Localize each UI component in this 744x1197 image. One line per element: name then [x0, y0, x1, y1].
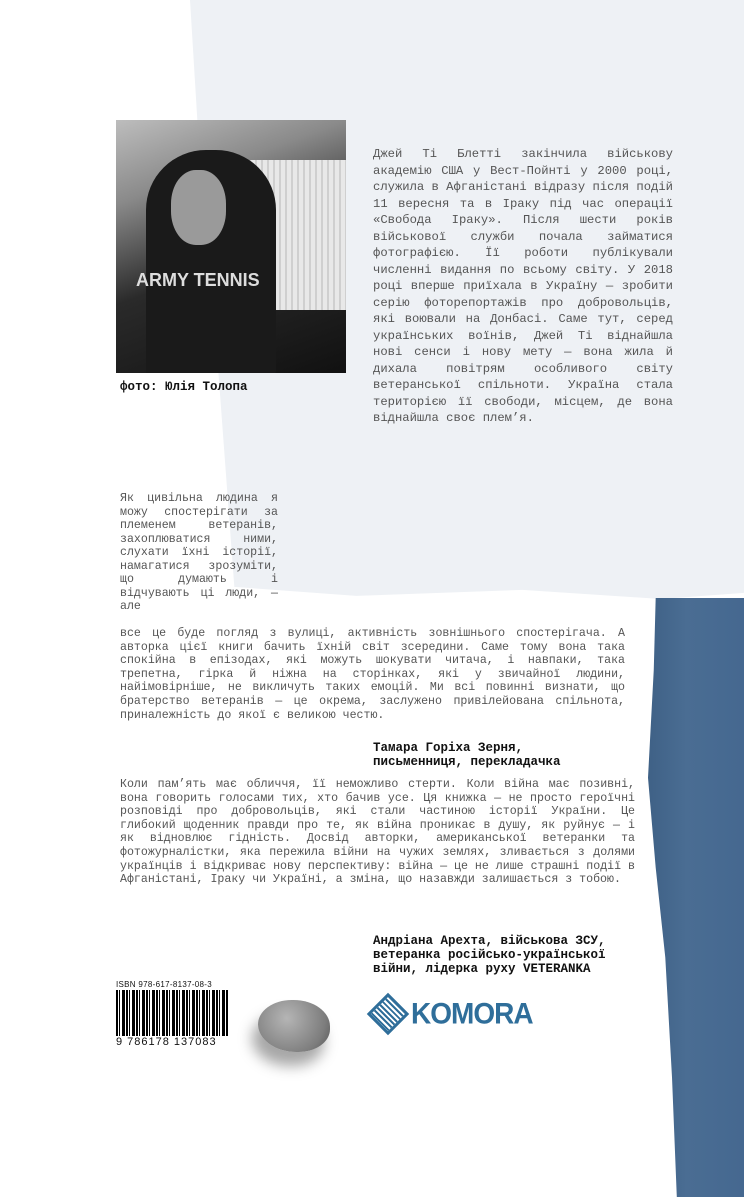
face	[171, 170, 226, 245]
quote1-author	[373, 741, 561, 769]
quote2-author	[373, 934, 606, 976]
barcode-bars	[116, 990, 228, 1036]
barcode-number: 9 786178 137083	[116, 1036, 217, 1048]
blue-torn-strip	[648, 598, 744, 1197]
publisher-logo	[373, 998, 533, 1030]
quote1-author-role: письменниця, перекладачка	[373, 755, 561, 769]
shirt-text: ARMY TENNIS	[136, 270, 260, 290]
photo-caption: фото: Юлія Толопа	[120, 380, 248, 394]
stone-image	[258, 1000, 330, 1052]
isbn-barcode	[116, 980, 228, 1046]
author-photo	[116, 120, 346, 373]
quote1-part2: все це буде погляд з вулиці, активність зовнішнього спостерігача. А авторка цієї книги бачить їхній світ зсередини. Саме тому вона така спокійна в епізодах, які можуть шокувати читача, і навпаки, така трепетна, гірка й ніжна на сторінках, які у звичайної людини, найімовірніше, не викличуть таких емоцій. Ми всі повинні визнати, що братерство ветеранів — це окрема, заслужено привілейована спільнота, приналежність до якої є великою честю.	[120, 627, 625, 722]
quote2-text: Коли пам’ять має обличчя, її неможливо стерти. Коли війна має позивні, вона говорить голосами тих, хто бачив усе. Ця книжка — не просто героїчні розповіді про добровольців, які стали частиною історії України. Це глибокий щоденник правди про те, як війна проникає в душу, як руйнує — і як відновлює гідність. Досвід авторки, американської ветеранки та фотожурналістки, яка пережила війни на чужих землях, зливається з долями українців і відкриває нову перспективу: війна — це не лише страшні події в Афганістані, Іраку чи Україні, а зміна, що назавжди залишається з тобою.	[120, 778, 635, 887]
quote2-author-line1: Андріана Арехта, військова ЗСУ,	[373, 934, 606, 948]
publisher-diamond-icon	[367, 993, 409, 1035]
quote1-author-name: Тамара Горіха Зерня,	[373, 741, 524, 755]
quote2-author-line2: ветеранка російсько-української	[373, 948, 606, 962]
quote1-part1: Як цивільна людина я можу спостерігати за племенем ветеранів, захоплюватися ними, слухати їхні історії, намагатися зрозуміти, що думають і відчувають ці люди, — але	[120, 492, 278, 613]
isbn-text: ISBN 978-617-8137-08-3	[116, 980, 212, 989]
quote2-author-line3: війни, лідерка руху VETERANKA	[373, 962, 591, 976]
author-bio: Джей Ті Блетті закінчила військову академію США у Вест-Пойнті у 2000 році, служила в Афганістані відразу після подій 11 вересня та в Іраку під час операції «Свобода Іраку». Після шести років військової служби почала займатися фотографією. Її роботи публікували численні видання по всьому світу. У 2018 році вперше приїхала в Україну — зробити серію фоторепортажів про добровольців, які воювали на Донбасі. Саме тут, серед українських воїнів, Джей Ті віднайшла нові сенси і нову мету — вона жила й дихала повітрям особливого світу ветеранської спільноти. Україна стала територією її свободи, місцем, де вона віднайшла своє плем’я.	[373, 147, 673, 425]
publisher-name: KOMORA	[411, 997, 533, 1030]
